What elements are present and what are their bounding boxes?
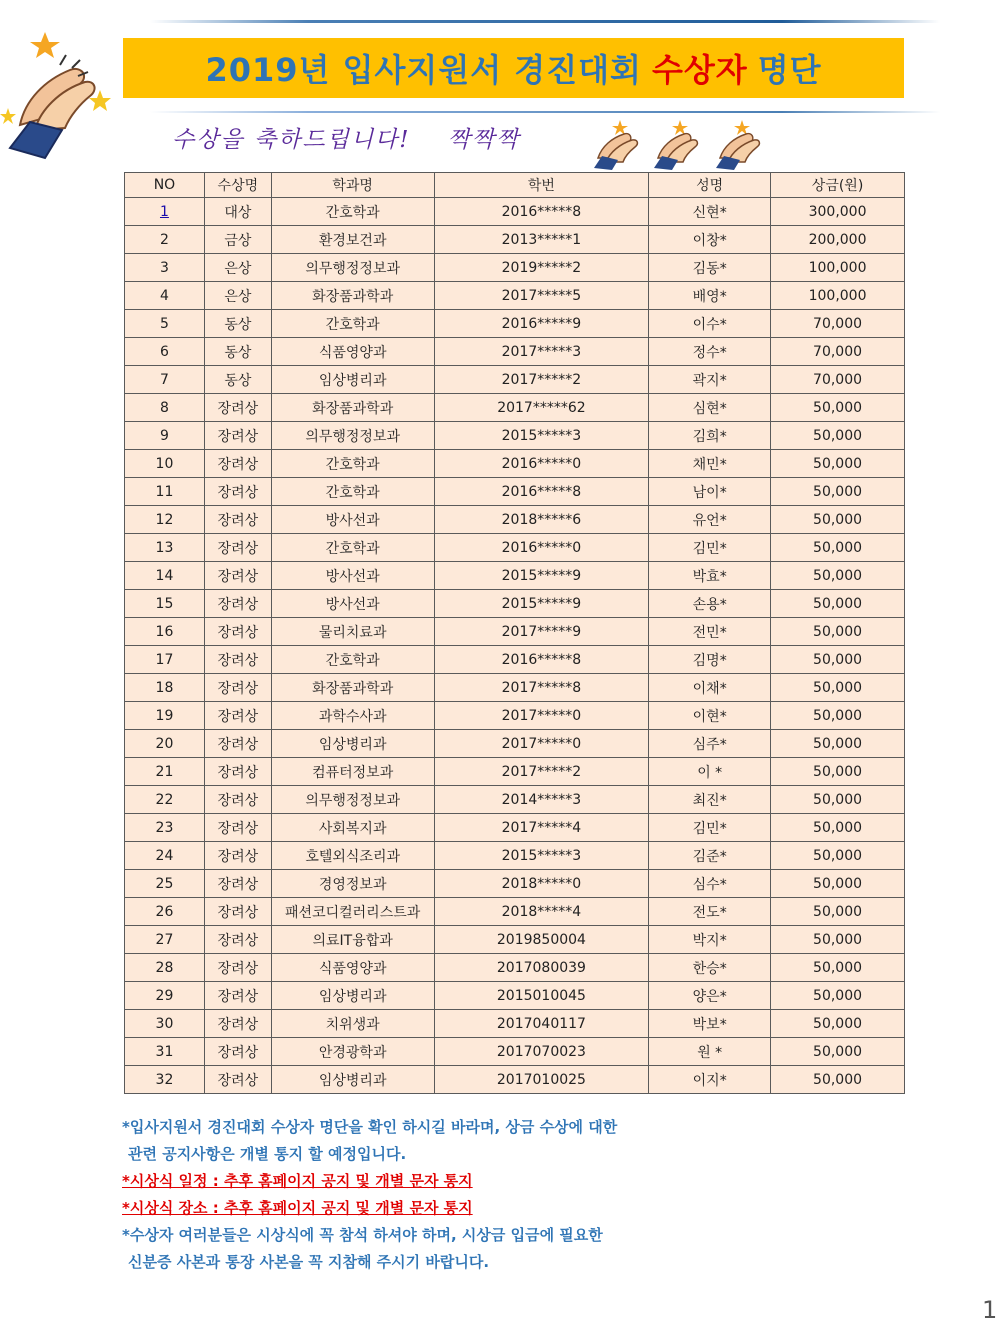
title-main: 2019년 입사지원서 경진대회 <box>205 51 642 89</box>
cell-name: 이현* <box>649 702 771 730</box>
congrats-text: 수상을 축하드립니다! <box>172 127 411 153</box>
table-row <box>125 898 905 926</box>
cell-no: 29 <box>125 982 205 1010</box>
table-row <box>125 646 905 674</box>
cell-no[interactable] <box>125 198 205 226</box>
table-row <box>125 478 905 506</box>
cell-student-id: 2017*****8 <box>434 674 649 702</box>
cell-department: 임상병리과 <box>271 366 434 394</box>
table-row <box>125 730 905 758</box>
cell-student-id: 2017*****5 <box>434 282 649 310</box>
row-link[interactable]: 1 <box>159 203 169 220</box>
cell-award: 장려상 <box>204 926 271 954</box>
cell-name: 김희* <box>649 422 771 450</box>
cell-department: 치위생과 <box>271 1010 434 1038</box>
table-row <box>125 310 905 338</box>
cell-no: 20 <box>125 730 205 758</box>
clapping-hands-icon <box>0 30 115 160</box>
cell-student-id: 2015*****3 <box>434 842 649 870</box>
cell-department: 식품영양과 <box>271 338 434 366</box>
cell-student-id: 2015*****3 <box>434 422 649 450</box>
cell-award: 장려상 <box>204 618 271 646</box>
cell-student-id: 2017010025 <box>434 1066 649 1094</box>
cell-department: 사회복지과 <box>271 814 434 842</box>
notice-line: *수상자 여러분들은 시상식에 꼭 참석 하셔야 하며, 시상금 입금에 필요한 <box>122 1226 603 1244</box>
table-row <box>125 394 905 422</box>
cell-no: 11 <box>125 478 205 506</box>
cell-name: 원 * <box>649 1038 771 1066</box>
col-header-student-id: 학번 <box>434 173 649 198</box>
cell-prize: 50,000 <box>771 618 905 646</box>
cell-department: 패션코디컬러리스트과 <box>271 898 434 926</box>
cell-name: 박보* <box>649 1010 771 1038</box>
clapping-hands-icon <box>712 118 767 170</box>
cell-prize: 50,000 <box>771 814 905 842</box>
ceremony-schedule-notice: *시상식 일정 : 추후 홈페이지 공지 및 개별 문자 통지 <box>122 1172 473 1190</box>
cell-name: 박효* <box>649 562 771 590</box>
cell-name: 심수* <box>649 870 771 898</box>
cell-department: 화장품과학과 <box>271 394 434 422</box>
cell-no: 2 <box>125 226 205 254</box>
cell-prize: 70,000 <box>771 338 905 366</box>
cell-department: 방사선과 <box>271 562 434 590</box>
cell-no: 28 <box>125 954 205 982</box>
cell-no: 10 <box>125 450 205 478</box>
cell-name: 최진* <box>649 786 771 814</box>
cell-award: 장려상 <box>204 590 271 618</box>
cell-student-id: 2015*****9 <box>434 562 649 590</box>
cell-student-id: 2016*****0 <box>434 450 649 478</box>
cell-award: 장려상 <box>204 394 271 422</box>
cell-award: 장려상 <box>204 870 271 898</box>
cell-prize: 50,000 <box>771 870 905 898</box>
cell-name: 손용* <box>649 590 771 618</box>
cell-student-id: 2018*****0 <box>434 870 649 898</box>
cell-award: 장려상 <box>204 422 271 450</box>
cell-prize: 50,000 <box>771 506 905 534</box>
cell-student-id: 2016*****8 <box>434 646 649 674</box>
table-row <box>125 674 905 702</box>
cell-prize: 100,000 <box>771 254 905 282</box>
page-number: 1 <box>982 1296 998 1324</box>
cell-award: 장려상 <box>204 646 271 674</box>
clapping-hands-icon <box>650 118 705 170</box>
cell-award: 장려상 <box>204 506 271 534</box>
subtitle-rule <box>150 111 940 113</box>
cell-prize: 50,000 <box>771 450 905 478</box>
cell-award: 동상 <box>204 310 271 338</box>
cell-prize: 70,000 <box>771 310 905 338</box>
cell-name: 전민* <box>649 618 771 646</box>
clapping-hands-icon <box>590 118 645 170</box>
cell-student-id: 2017*****62 <box>434 394 649 422</box>
notice-line: 신분증 사본과 통장 사본을 꼭 지참해 주시기 바랍니다. <box>128 1253 490 1271</box>
col-header-department: 학과명 <box>271 173 434 198</box>
cell-name: 정수* <box>649 338 771 366</box>
cell-name: 유언* <box>649 506 771 534</box>
cell-student-id: 2014*****3 <box>434 786 649 814</box>
table-row <box>125 814 905 842</box>
cell-award: 장려상 <box>204 702 271 730</box>
table-row <box>125 534 905 562</box>
cell-award: 장려상 <box>204 954 271 982</box>
cell-student-id: 2015010045 <box>434 982 649 1010</box>
title-accent: 수상자 <box>651 51 748 89</box>
cell-department: 의료IT융합과 <box>271 926 434 954</box>
cell-prize: 50,000 <box>771 562 905 590</box>
cell-no: 8 <box>125 394 205 422</box>
cell-prize: 50,000 <box>771 478 905 506</box>
cell-department: 의무행정정보과 <box>271 786 434 814</box>
cell-no: 12 <box>125 506 205 534</box>
cell-award: 장려상 <box>204 534 271 562</box>
cell-name: 양은* <box>649 982 771 1010</box>
cell-award: 장려상 <box>204 814 271 842</box>
cell-department: 간호학과 <box>271 450 434 478</box>
title-tail: 명단 <box>757 51 822 89</box>
cell-award: 장려상 <box>204 450 271 478</box>
winners-table <box>124 172 905 1094</box>
cell-student-id: 2016*****8 <box>434 478 649 506</box>
table-row <box>125 590 905 618</box>
cell-no: 16 <box>125 618 205 646</box>
cell-name: 김민* <box>649 534 771 562</box>
notice-line: *입사지원서 경진대회 수상자 명단을 확인 하시길 바라며, 상금 수상에 대한 <box>122 1118 618 1136</box>
cell-no: 26 <box>125 898 205 926</box>
cell-department: 간호학과 <box>271 478 434 506</box>
cell-prize: 50,000 <box>771 898 905 926</box>
cell-prize: 50,000 <box>771 394 905 422</box>
cell-prize: 50,000 <box>771 1066 905 1094</box>
cell-no: 31 <box>125 1038 205 1066</box>
cell-student-id: 2019850004 <box>434 926 649 954</box>
cell-prize: 50,000 <box>771 954 905 982</box>
cell-department: 경영정보과 <box>271 870 434 898</box>
notice-section <box>122 1114 822 1276</box>
cell-no: 6 <box>125 338 205 366</box>
cell-award: 장려상 <box>204 1010 271 1038</box>
cell-no: 32 <box>125 1066 205 1094</box>
cell-department: 화장품과학과 <box>271 674 434 702</box>
cell-no: 5 <box>125 310 205 338</box>
cell-student-id: 2016*****8 <box>434 198 649 226</box>
table-row <box>125 786 905 814</box>
cell-department: 물리치료과 <box>271 618 434 646</box>
cell-student-id: 2016*****9 <box>434 310 649 338</box>
cell-name: 이수* <box>649 310 771 338</box>
cell-student-id: 2017*****9 <box>434 618 649 646</box>
cell-prize: 50,000 <box>771 982 905 1010</box>
cell-award: 은상 <box>204 254 271 282</box>
cell-no: 14 <box>125 562 205 590</box>
cell-student-id: 2018*****6 <box>434 506 649 534</box>
cell-prize: 50,000 <box>771 1010 905 1038</box>
cell-department: 간호학과 <box>271 646 434 674</box>
cell-name: 심주* <box>649 730 771 758</box>
cell-department: 호텔외식조리과 <box>271 842 434 870</box>
cell-student-id: 2018*****4 <box>434 898 649 926</box>
cell-student-id: 2016*****0 <box>434 534 649 562</box>
cell-name: 채민* <box>649 450 771 478</box>
cell-student-id: 2017*****0 <box>434 730 649 758</box>
cell-name: 박지* <box>649 926 771 954</box>
cell-name: 심현* <box>649 394 771 422</box>
cell-department: 의무행정정보과 <box>271 422 434 450</box>
table-row <box>125 366 905 394</box>
cell-department: 방사선과 <box>271 506 434 534</box>
cell-student-id: 2015*****9 <box>434 590 649 618</box>
table-row <box>125 954 905 982</box>
cell-student-id: 2017*****4 <box>434 814 649 842</box>
cell-prize: 50,000 <box>771 422 905 450</box>
table-row <box>125 926 905 954</box>
cell-prize: 50,000 <box>771 1038 905 1066</box>
cell-prize: 50,000 <box>771 786 905 814</box>
cell-no: 27 <box>125 926 205 954</box>
cell-name: 한승* <box>649 954 771 982</box>
cell-prize: 50,000 <box>771 674 905 702</box>
cell-department: 간호학과 <box>271 534 434 562</box>
cell-student-id: 2017040117 <box>434 1010 649 1038</box>
table-row <box>125 758 905 786</box>
table-row <box>125 338 905 366</box>
cell-department: 간호학과 <box>271 198 434 226</box>
page-title <box>123 38 904 98</box>
table-row <box>125 1038 905 1066</box>
cell-no: 21 <box>125 758 205 786</box>
cell-prize: 100,000 <box>771 282 905 310</box>
cell-student-id: 2017*****2 <box>434 366 649 394</box>
cell-name: 김민* <box>649 814 771 842</box>
cell-department: 환경보건과 <box>271 226 434 254</box>
table-row <box>125 450 905 478</box>
cell-prize: 50,000 <box>771 926 905 954</box>
cell-prize: 50,000 <box>771 842 905 870</box>
cell-award: 장려상 <box>204 478 271 506</box>
col-header-name: 성명 <box>649 173 771 198</box>
cell-department: 임상병리과 <box>271 982 434 1010</box>
table-row <box>125 422 905 450</box>
cell-name: 이 * <box>649 758 771 786</box>
cell-no: 18 <box>125 674 205 702</box>
col-header-prize: 상금(원) <box>771 173 905 198</box>
table-row <box>125 618 905 646</box>
cell-student-id: 2017*****3 <box>434 338 649 366</box>
cell-prize: 50,000 <box>771 702 905 730</box>
cell-prize: 50,000 <box>771 646 905 674</box>
cell-student-id: 2017*****0 <box>434 702 649 730</box>
table-row <box>125 702 905 730</box>
cell-student-id: 2019*****2 <box>434 254 649 282</box>
cell-award: 장려상 <box>204 562 271 590</box>
cell-award: 은상 <box>204 282 271 310</box>
cell-student-id: 2017080039 <box>434 954 649 982</box>
cell-award: 장려상 <box>204 1038 271 1066</box>
table-row <box>125 870 905 898</box>
cell-department: 식품영양과 <box>271 954 434 982</box>
table-row <box>125 506 905 534</box>
table-row <box>125 1010 905 1038</box>
cell-no: 30 <box>125 1010 205 1038</box>
cell-prize: 50,000 <box>771 758 905 786</box>
cell-no: 19 <box>125 702 205 730</box>
table-row <box>125 562 905 590</box>
cell-name: 배영* <box>649 282 771 310</box>
cell-department: 의무행정정보과 <box>271 254 434 282</box>
cell-award: 장려상 <box>204 758 271 786</box>
table-row <box>125 254 905 282</box>
cell-prize: 200,000 <box>771 226 905 254</box>
table-row <box>125 982 905 1010</box>
cell-award: 대상 <box>204 198 271 226</box>
col-header-no: NO <box>125 173 205 198</box>
table-row <box>125 842 905 870</box>
cell-prize: 70,000 <box>771 366 905 394</box>
cell-student-id: 2017070023 <box>434 1038 649 1066</box>
cell-prize: 50,000 <box>771 534 905 562</box>
cell-prize: 50,000 <box>771 590 905 618</box>
table-row <box>125 226 905 254</box>
cell-name: 이지* <box>649 1066 771 1094</box>
cell-department: 임상병리과 <box>271 730 434 758</box>
cell-name: 김명* <box>649 646 771 674</box>
table-body <box>125 198 905 1094</box>
cell-name: 곽지* <box>649 366 771 394</box>
cell-no: 3 <box>125 254 205 282</box>
cell-award: 장려상 <box>204 786 271 814</box>
cell-name: 전도* <box>649 898 771 926</box>
cell-prize: 50,000 <box>771 730 905 758</box>
cell-department: 방사선과 <box>271 590 434 618</box>
cell-department: 안경광학과 <box>271 1038 434 1066</box>
cell-department: 화장품과학과 <box>271 282 434 310</box>
cell-department: 과학수사과 <box>271 702 434 730</box>
cell-award: 장려상 <box>204 674 271 702</box>
cell-name: 이채* <box>649 674 771 702</box>
cell-prize: 300,000 <box>771 198 905 226</box>
table-header-row <box>125 173 905 198</box>
cell-award: 금상 <box>204 226 271 254</box>
cell-award: 장려상 <box>204 730 271 758</box>
cell-award: 장려상 <box>204 982 271 1010</box>
cell-no: 13 <box>125 534 205 562</box>
cell-award: 장려상 <box>204 898 271 926</box>
table-row <box>125 282 905 310</box>
cell-department: 컴퓨터정보과 <box>271 758 434 786</box>
cell-no: 25 <box>125 870 205 898</box>
cell-name: 김동* <box>649 254 771 282</box>
cell-no: 17 <box>125 646 205 674</box>
ceremony-location-notice: *시상식 장소 : 추후 홈페이지 공지 및 개별 문자 통지 <box>122 1199 473 1217</box>
col-header-award: 수상명 <box>204 173 271 198</box>
cell-award: 동상 <box>204 338 271 366</box>
cell-student-id: 2017*****2 <box>434 758 649 786</box>
cell-no: 9 <box>125 422 205 450</box>
cell-no: 24 <box>125 842 205 870</box>
cell-no: 15 <box>125 590 205 618</box>
congrats-message <box>172 121 521 154</box>
cell-department: 임상병리과 <box>271 1066 434 1094</box>
clap-text: 짝짝짝 <box>447 127 521 153</box>
table-row <box>125 198 905 226</box>
cell-name: 김준* <box>649 842 771 870</box>
cell-no: 7 <box>125 366 205 394</box>
cell-name: 남이* <box>649 478 771 506</box>
cell-award: 동상 <box>204 366 271 394</box>
table-row <box>125 1066 905 1094</box>
cell-award: 장려상 <box>204 1066 271 1094</box>
cell-award: 장려상 <box>204 842 271 870</box>
cell-department: 간호학과 <box>271 310 434 338</box>
notice-line: 관련 공지사항은 개별 통지 할 예정입니다. <box>128 1145 407 1163</box>
cell-no: 4 <box>125 282 205 310</box>
header-rule <box>150 20 940 23</box>
cell-no: 22 <box>125 786 205 814</box>
cell-student-id: 2013*****1 <box>434 226 649 254</box>
cell-name: 신현* <box>649 198 771 226</box>
cell-name: 이창* <box>649 226 771 254</box>
cell-no: 23 <box>125 814 205 842</box>
